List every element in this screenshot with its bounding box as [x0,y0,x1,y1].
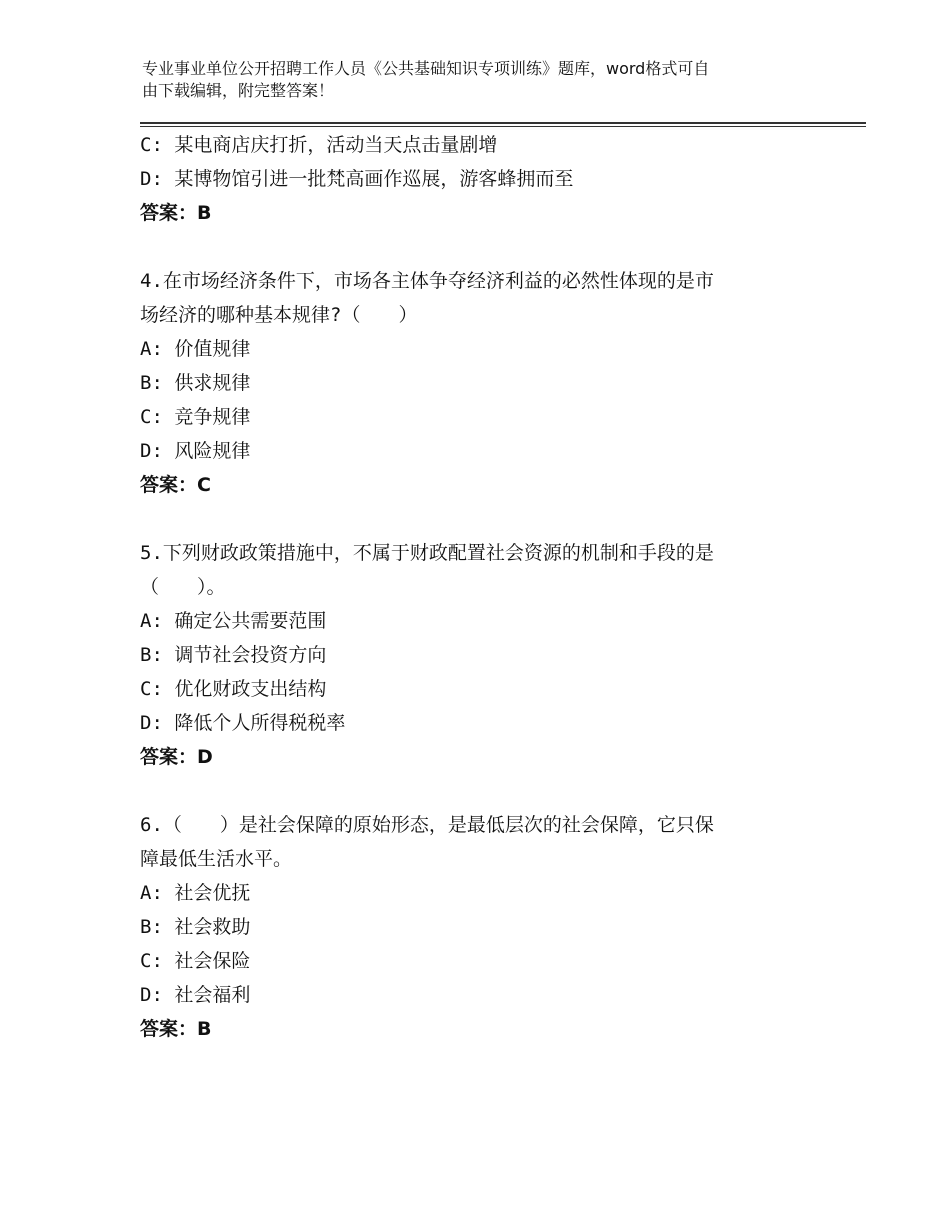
option-c: C: 某电商店庆打折，活动当天点击量剧增 [140,134,498,156]
answer-label: 答案：B [140,202,212,224]
option-b: B: 调节社会投资方向 [140,644,327,666]
answer-label: 答案：C [140,474,211,496]
question-stem-line: 场经济的哪种基本规律?（ ） [140,304,418,326]
spacer [140,774,810,808]
page-header [142,58,810,102]
option-d: D: 社会福利 [140,984,251,1006]
question-list [140,128,810,1046]
question-5 [140,536,810,774]
question-3-continuation [140,128,810,230]
question-stem-line: 4.在市场经济条件下，市场各主体争夺经济利益的必然性体现的是市 [140,270,714,292]
option-c: C: 优化财政支出结构 [140,678,327,700]
question-stem-line: 6.（ ）是社会保障的原始形态，是最低层次的社会保障，它只保 [140,814,714,836]
question-stem-line: 5.下列财政政策措施中，不属于财政配置社会资源的机制和手段的是 [140,542,714,564]
header-rule-thin [140,126,866,127]
option-d: D: 降低个人所得税税率 [140,712,346,734]
answer-label: 答案：D [140,746,213,768]
option-d: D: 风险规律 [140,440,251,462]
option-a: A: 确定公共需要范围 [140,610,327,632]
spacer [140,502,810,536]
option-c: C: 竞争规律 [140,406,251,428]
option-b: B: 社会救助 [140,916,251,938]
header-rule-thick [140,122,866,124]
option-b: B: 供求规律 [140,372,251,394]
question-stem-line: 障最低生活水平。 [140,848,293,870]
option-c: C: 社会保险 [140,950,251,972]
question-4 [140,264,810,502]
option-a: A: 价值规律 [140,338,251,360]
option-a: A: 社会优抚 [140,882,251,904]
header-line-2: 由下载编辑，附完整答案！ [142,81,335,100]
option-d: D: 某博物馆引进一批梵高画作巡展，游客蜂拥而至 [140,168,574,190]
spacer [140,230,810,264]
answer-label: 答案：B [140,1018,212,1040]
question-6 [140,808,810,1046]
question-stem-line: （ ）。 [140,576,226,598]
header-line-1: 专业事业单位公开招聘工作人员《公共基础知识专项训练》题库，word格式可自 [142,59,710,78]
